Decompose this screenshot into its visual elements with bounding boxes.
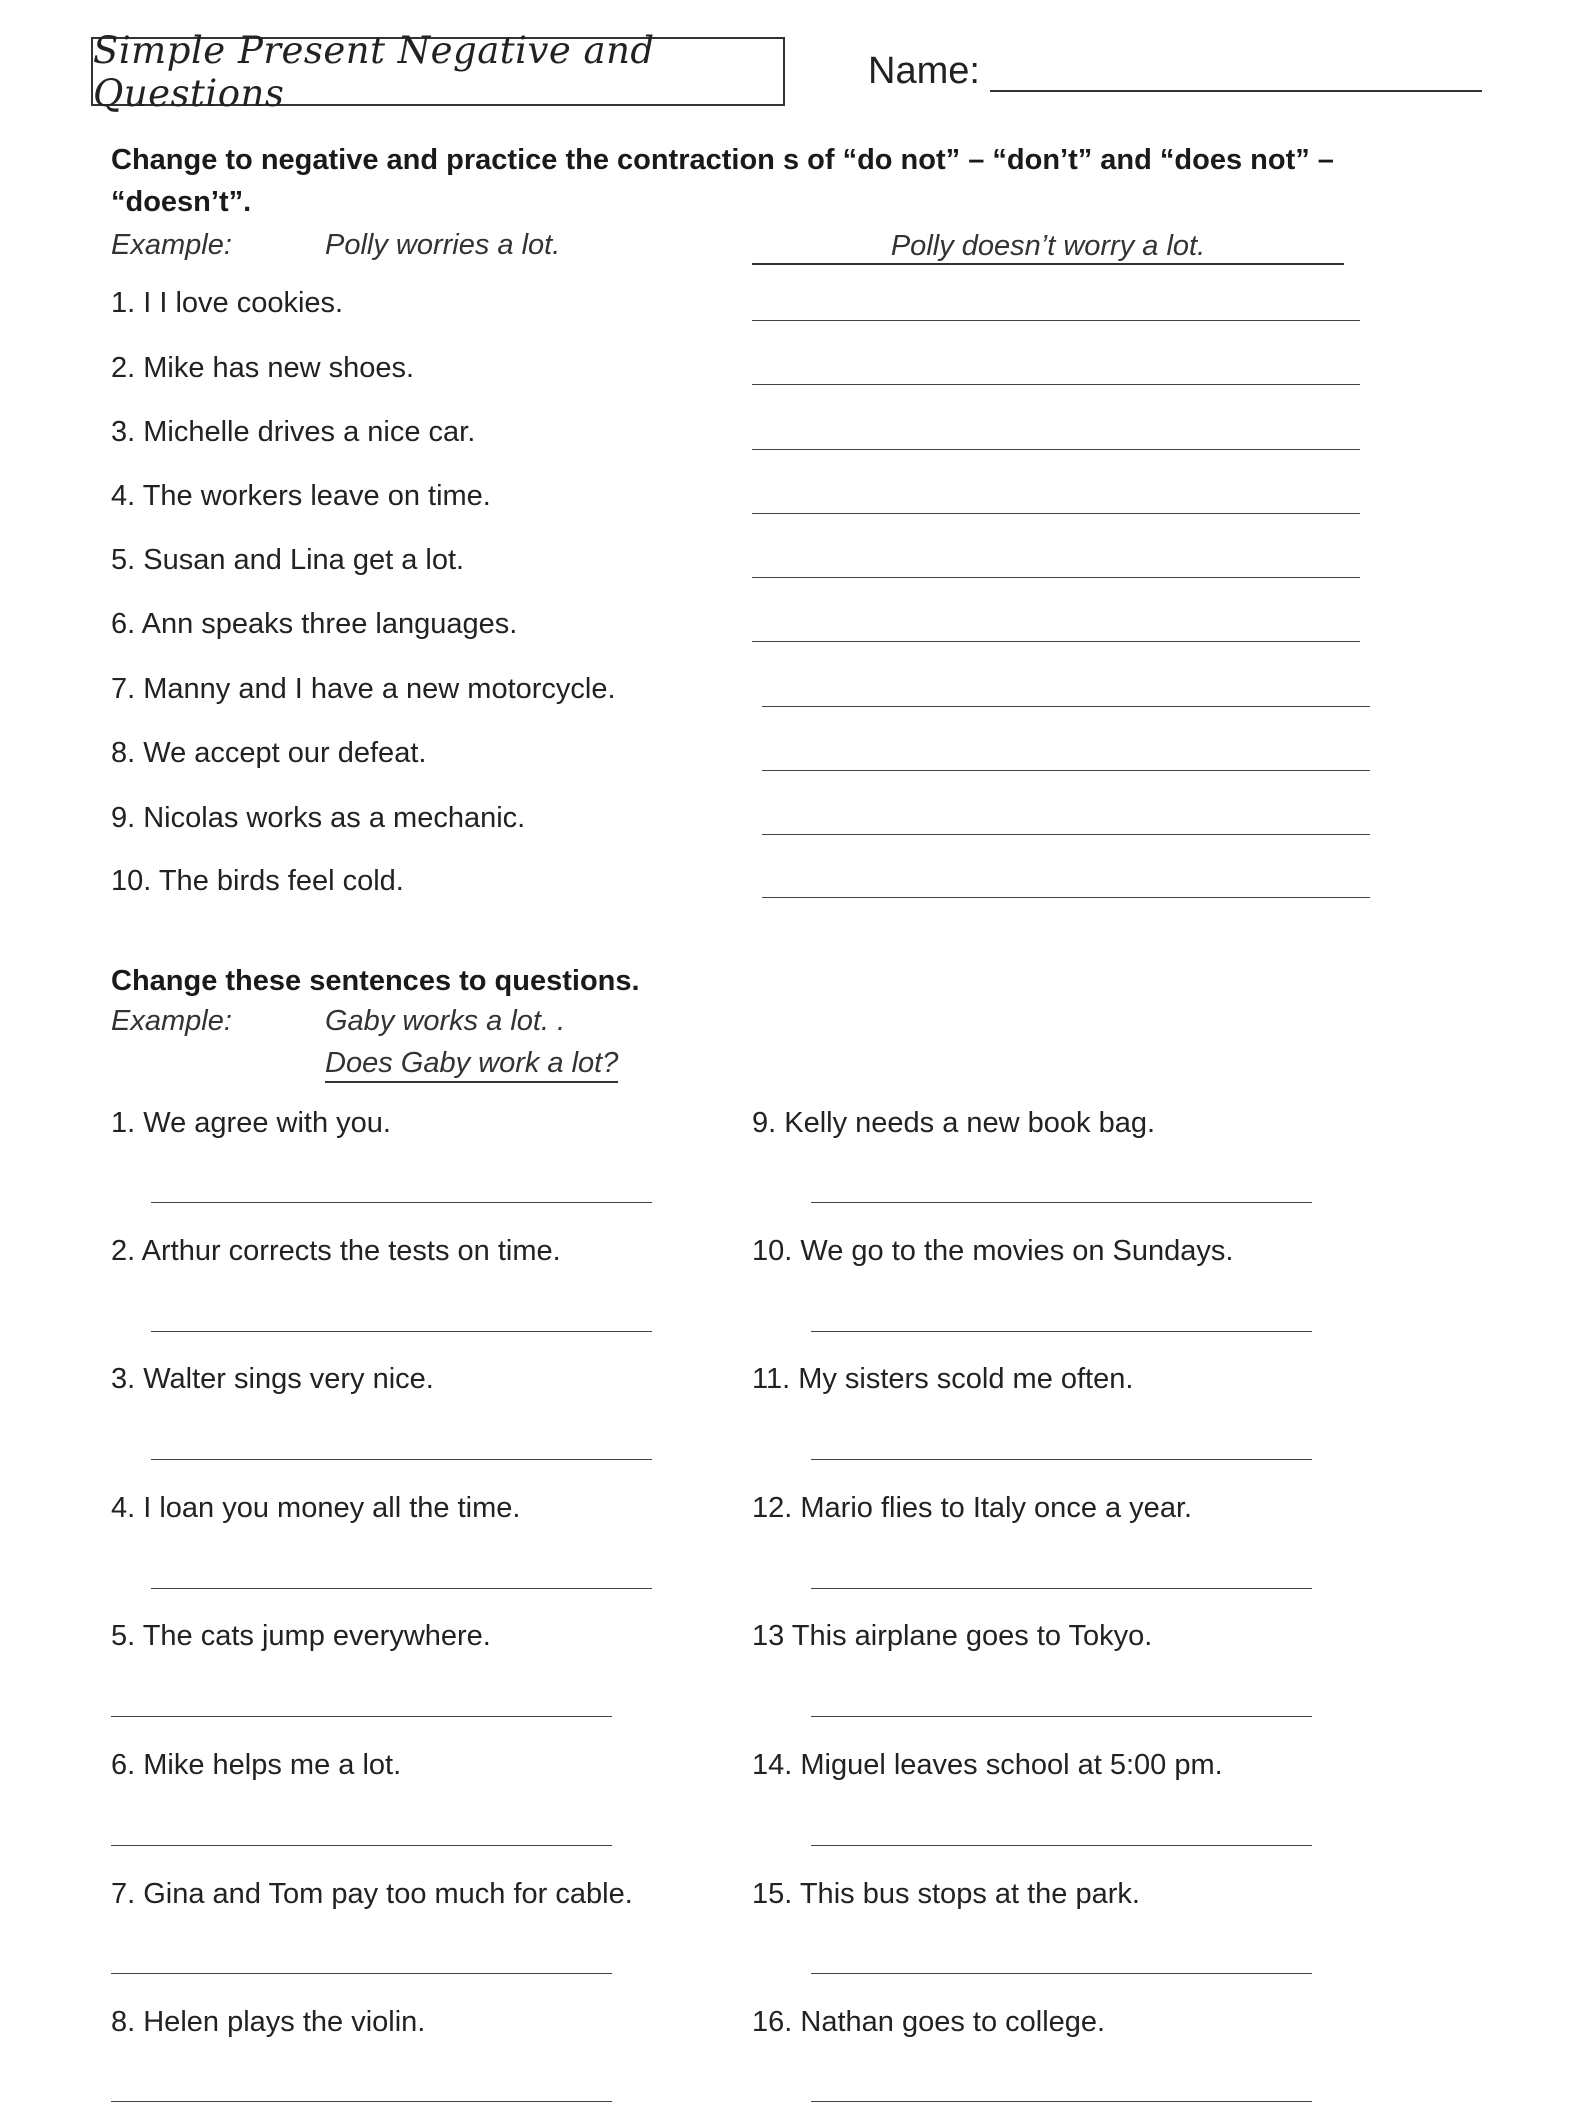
answer-line[interactable] (111, 1845, 612, 1846)
answer-line[interactable] (752, 577, 1360, 578)
answer-line[interactable] (762, 834, 1370, 835)
negative-item: 4. The workers leave on time. (111, 480, 491, 512)
answer-line[interactable] (811, 1845, 1312, 1846)
answer-line[interactable] (151, 1331, 652, 1332)
question-item: 16. Nathan goes to college. (752, 2006, 1106, 2038)
negative-item: 10. The birds feel cold. (111, 865, 404, 897)
name-label: Name: (868, 50, 980, 92)
answer-line[interactable] (752, 384, 1360, 385)
title-box (91, 28, 785, 115)
answer-line[interactable] (111, 1716, 612, 1717)
answer-line[interactable] (762, 897, 1370, 898)
answer-line[interactable] (811, 1588, 1312, 1589)
question-item: 2. Arthur corrects the tests on time. (111, 1235, 561, 1267)
section2-example-answer: Does Gaby work a lot? (325, 1047, 618, 1083)
answer-line[interactable] (752, 320, 1360, 321)
section2-example-sentence: Gaby works a lot. . (325, 1005, 566, 1037)
negative-item: 3. Michelle drives a nice car. (111, 416, 476, 448)
question-item: 7. Gina and Tom pay too much for cable. (111, 1878, 633, 1910)
question-item: 8. Helen plays the violin. (111, 2006, 426, 2038)
answer-line[interactable] (811, 2101, 1312, 2102)
answer-line[interactable] (151, 1588, 652, 1589)
answer-line[interactable] (811, 1459, 1312, 1460)
answer-line[interactable] (752, 449, 1360, 450)
question-item: 14. Miguel leaves school at 5:00 pm. (752, 1749, 1223, 1781)
section1-example-sentence: Polly worries a lot. (325, 229, 561, 261)
answer-line[interactable] (762, 706, 1370, 707)
question-item: 4. I loan you money all the time. (111, 1492, 521, 1524)
answer-line[interactable] (752, 641, 1360, 642)
negative-item: 1. I I love cookies. (111, 287, 344, 319)
question-item: 15. This bus stops at the park. (752, 1878, 1140, 1910)
section1-example-label: Example: (111, 229, 232, 261)
answer-line[interactable] (151, 1459, 652, 1460)
section2-example-label: Example: (111, 1005, 232, 1037)
section1-example-answer: Polly doesn’t worry a lot. (752, 229, 1344, 265)
question-item: 12. Mario flies to Italy once a year. (752, 1492, 1193, 1524)
answer-line[interactable] (111, 1973, 612, 1974)
question-item: 3. Walter sings very nice. (111, 1363, 434, 1395)
question-item: 10. We go to the movies on Sundays. (752, 1235, 1234, 1267)
answer-line[interactable] (811, 1973, 1312, 1974)
question-item: 11. My sisters scold me often. (752, 1363, 1134, 1395)
negative-item: 6. Ann speaks three languages. (111, 608, 518, 640)
section1-instruction-line2: “doesn’t”. (111, 186, 252, 218)
question-item: 9. Kelly needs a new book bag. (752, 1107, 1156, 1139)
question-item: 5. The cats jump everywhere. (111, 1620, 491, 1652)
question-item: 6. Mike helps me a lot. (111, 1749, 402, 1781)
answer-line[interactable] (111, 2101, 612, 2102)
section2-example-answer-wrap (325, 1047, 618, 1080)
negative-item: 2. Mike has new shoes. (111, 352, 415, 384)
answer-line[interactable] (151, 1202, 652, 1203)
name-answer-line[interactable] (990, 90, 1482, 92)
question-item: 1. We agree with you. (111, 1107, 391, 1139)
answer-line[interactable] (762, 770, 1370, 771)
question-item: 13 This airplane goes to Tokyo. (752, 1620, 1153, 1652)
worksheet-title: Simple Present Negative and Questions (93, 28, 655, 115)
answer-line[interactable] (811, 1331, 1312, 1332)
negative-item: 8. We accept our defeat. (111, 737, 427, 769)
negative-item: 9. Nicolas works as a mechanic. (111, 802, 526, 834)
answer-line[interactable] (811, 1202, 1312, 1203)
answer-line[interactable] (811, 1716, 1312, 1717)
negative-item: 5. Susan and Lina get a lot. (111, 544, 465, 576)
section2-instruction: Change these sentences to questions. (111, 965, 640, 997)
section1-instruction-line1: Change to negative and practice the contraction s of “do not” – “don’t” and “does not” – (111, 144, 1334, 176)
negative-item: 7. Manny and I have a new motorcycle. (111, 673, 616, 705)
answer-line[interactable] (752, 513, 1360, 514)
